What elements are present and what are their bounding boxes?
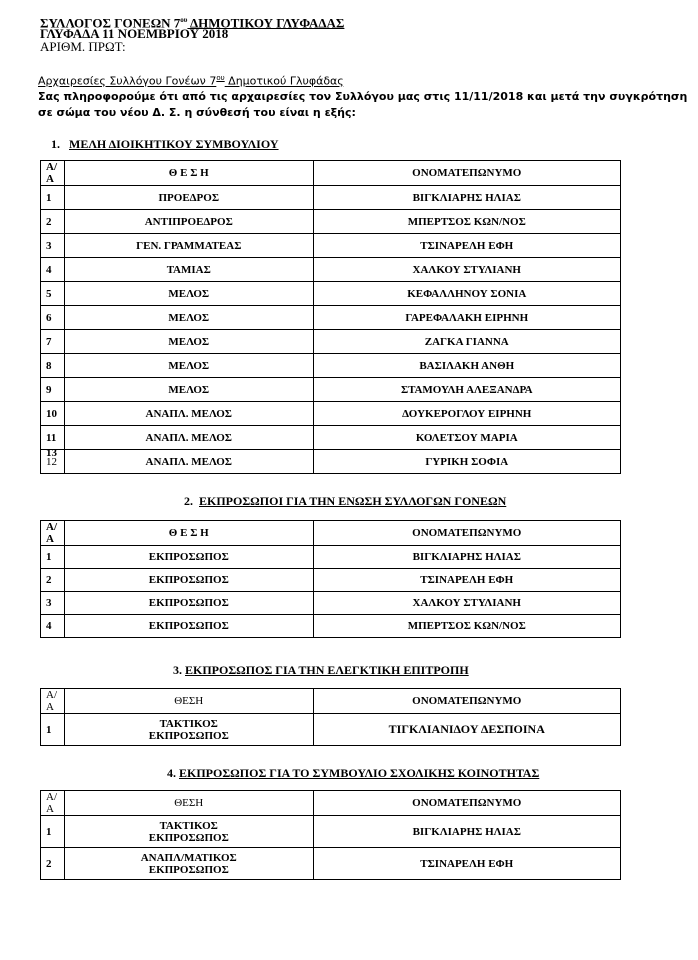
row-name: ΔΟΥΚΕΡΟΓΛΟΥ ΕΙΡΗΝΗ	[313, 402, 620, 426]
row-position: ΓΕΝ. ΓΡΑΜΜΑΤΕΑΣ	[64, 234, 313, 258]
row-position: ΕΚΠΡΟΣΩΠΟΣ	[64, 569, 313, 592]
row-name: ΤΣΙΝΑΡΕΛΗ ΕΦΗ	[313, 569, 620, 592]
section1-title: ΜΕΛΗ ΔΙΟΙΚΗΤΙΚΟΥ ΣΥΜΒΟΥΛΙΟΥ	[69, 137, 279, 151]
row-number: 3	[41, 592, 65, 615]
row-number: 2	[41, 569, 65, 592]
table-row	[41, 210, 621, 234]
row-number: 5	[41, 282, 65, 306]
row-position: ΑΝΑΠΛ. ΜΕΛΟΣ	[64, 402, 313, 426]
header-line1-post: ΔΗΜΟΤΙΚΟΥ ΓΛΥΦΑΔΑΣ	[187, 15, 345, 31]
col-name-header: ΟΝΟΜΑΤΕΠΩΝΥΜΟ	[313, 791, 620, 816]
section4-title: ΕΚΠΡΟΣΩΠΟΣ ΓΙΑ ΤΟ ΣΥΜΒΟΥΛΙΟ ΣΧΟΛΙΚΗΣ ΚΟΙΝΟΤΗΤΑΣ	[179, 766, 540, 780]
row-position	[64, 816, 313, 848]
section4-table	[40, 790, 621, 880]
row-position: ΜΕΛΟΣ	[64, 354, 313, 378]
table-row	[41, 402, 621, 426]
section1-number: 1.	[51, 137, 60, 151]
table-row	[41, 592, 621, 615]
header-line1-pre: ΣΥΛΛΟΓΟΣ ΓΟΝΕΩΝ 7	[40, 15, 181, 31]
row-name: ΜΠΕΡΤΣΟΣ ΚΩΝ/ΝΟΣ	[313, 210, 620, 234]
row-number: 6	[41, 306, 65, 330]
section1-heading	[51, 137, 279, 152]
table-row	[41, 378, 621, 402]
table-row	[41, 282, 621, 306]
section3-title: ΕΚΠΡΟΣΩΠΟΣ ΓΙΑ ΤΗΝ ΕΛΕΓΚΤΙΚΗ ΕΠΙΤΡΟΠΗ	[185, 663, 469, 677]
table-row	[41, 426, 621, 450]
row-name: ΚΕΦΑΛΛΗΝΟΥ ΣΟΝΙΑ	[313, 282, 620, 306]
row-position: ΑΝΑΠΛ. ΜΕΛΟΣ	[64, 450, 313, 474]
col-position-header: Θ Ε Σ Η	[64, 521, 313, 546]
table-row	[41, 569, 621, 592]
row-name: ΒΙΓΚΛΙΑΡΗΣ ΗΛΙΑΣ	[313, 186, 620, 210]
row-position	[64, 848, 313, 880]
intro-title-pre: Αρχαιρεσίες Συλλόγου Γονέων 7	[38, 74, 217, 88]
table-row	[41, 258, 621, 282]
row-number: 3	[41, 234, 65, 258]
row-position-line1: ΤΑΚΤΙΚΟΣ	[159, 717, 218, 730]
col-position-header: ΘΕΣΗ	[64, 689, 313, 714]
intro-title-post: Δημοτικού Γλυφάδας	[224, 74, 344, 88]
row-position: ΕΚΠΡΟΣΩΠΟΣ	[64, 546, 313, 569]
header-line1-sup: ου	[180, 16, 188, 24]
section3-table	[40, 688, 621, 746]
intro-title	[38, 74, 344, 88]
row-number: 11	[41, 426, 65, 450]
section2-title: ΕΚΠΡΟΣΩΠΟΙ ΓΙΑ ΤΗΝ ΕΝΩΣΗ ΣΥΛΛΟΓΩΝ ΓΟΝΕΩΝ	[199, 494, 507, 508]
col-position-header: Θ Ε Σ Η	[64, 161, 313, 186]
row-name: ΧΑΛΚΟΥ ΣΤΥΛΙΑΝΗ	[313, 258, 620, 282]
table-row	[41, 816, 621, 848]
table-row	[41, 848, 621, 880]
table-row	[41, 615, 621, 638]
row-position: ΤΑΜΙΑΣ	[64, 258, 313, 282]
row-name: ΒΙΓΚΛΙΑΡΗΣ ΗΛΙΑΣ	[313, 816, 620, 848]
col-aa-header: Α/Α	[41, 791, 65, 816]
row-number: 1	[41, 546, 65, 569]
row-position-line1: ΤΑΚΤΙΚΟΣ	[159, 819, 218, 832]
row-position: ΜΕΛΟΣ	[64, 306, 313, 330]
table-row	[41, 234, 621, 258]
table-row	[41, 354, 621, 378]
section4-heading	[167, 766, 539, 781]
table-header-row	[41, 161, 621, 186]
section2-number: 2.	[184, 494, 193, 508]
row-position-line1: ΑΝΑΠΛ/ΜΑΤΙΚΟΣ	[140, 851, 237, 864]
row-number: 9	[41, 378, 65, 402]
row-position: ΕΚΠΡΟΣΩΠΟΣ	[64, 592, 313, 615]
row-number: 4	[41, 615, 65, 638]
col-name-header: ΟΝΟΜΑΤΕΠΩΝΥΜΟ	[313, 689, 620, 714]
row-name: ΜΠΕΡΤΣΟΣ ΚΩΝ/ΝΟΣ	[313, 615, 620, 638]
table-header-row	[41, 689, 621, 714]
intro-title-sup: ου	[216, 74, 225, 82]
intro-line2: σε σώμα του νέου Δ. Σ. η σύνθεσή του είναι η εξής:	[38, 106, 356, 119]
table-row	[41, 714, 621, 746]
col-aa-header: Α/Α	[41, 521, 65, 546]
section2-heading	[184, 494, 506, 509]
row-number: 7	[41, 330, 65, 354]
row-position: ΜΕΛΟΣ	[64, 378, 313, 402]
row-position: ΕΚΠΡΟΣΩΠΟΣ	[64, 615, 313, 638]
row-position: ΠΡΟΕΔΡΟΣ	[64, 186, 313, 210]
row-name: ΣΤΑΜΟΥΛΗ ΑΛΕΞΑΝΔΡΑ	[313, 378, 620, 402]
row-position: ΑΝΑΠΛ. ΜΕΛΟΣ	[64, 426, 313, 450]
col-name-header: ΟΝΟΜΑΤΕΠΩΝΥΜΟ	[313, 521, 620, 546]
row-position-line2: ΕΚΠΡΟΣΩΠΟΣ	[148, 863, 229, 876]
section3-heading	[173, 663, 469, 678]
section2-table	[40, 520, 621, 638]
row-number: 1	[41, 186, 65, 210]
section1-table	[40, 160, 621, 474]
row-name: ΤΙΓΚΛΙΑΝΙΔΟΥ ΔΕΣΠΟΙΝΑ	[313, 714, 620, 746]
row-name: ΤΣΙΝΑΡΕΛΗ ΕΦΗ	[313, 848, 620, 880]
row-name: ΚΟΛΕΤΣΟΥ ΜΑΡΙΑ	[313, 426, 620, 450]
col-aa-header: Α/Α	[41, 161, 65, 186]
row-number: 10	[41, 402, 65, 426]
row-name: ΧΑΛΚΟΥ ΣΤΥΛΙΑΝΗ	[313, 592, 620, 615]
row-position: ΑΝΤΙΠΡΟΕΔΡΟΣ	[64, 210, 313, 234]
section3-number: 3.	[173, 663, 182, 677]
table-row	[41, 330, 621, 354]
row-name: ΒΑΣΙΛΑΚΗ ΑΝΘΗ	[313, 354, 620, 378]
table-header-row	[41, 521, 621, 546]
row-number: 4	[41, 258, 65, 282]
table-row	[41, 546, 621, 569]
row-position-line2: ΕΚΠΡΟΣΩΠΟΣ	[148, 729, 229, 742]
row-name: ΖΑΓΚΑ ΓΙΑΝΝΑ	[313, 330, 620, 354]
col-name-header: ΟΝΟΜΑΤΕΠΩΝΥΜΟ	[313, 161, 620, 186]
row-number: 1	[41, 714, 65, 746]
row-name: ΤΣΙΝΑΡΕΛΗ ΕΦΗ	[313, 234, 620, 258]
table-row	[41, 306, 621, 330]
row-number: 12	[41, 450, 65, 474]
row-position: ΜΕΛΟΣ	[64, 330, 313, 354]
table-row	[41, 450, 621, 474]
row-position-line2: ΕΚΠΡΟΣΩΠΟΣ	[148, 831, 229, 844]
row-number-13: 13	[46, 447, 57, 459]
header-protocol-number: ΑΡΙΘΜ. ΠΡΩΤ:	[40, 39, 126, 54]
row-name: ΓΥΡΙΚΗ ΣΟΦΙΑ	[313, 450, 620, 474]
row-position: ΜΕΛΟΣ	[64, 282, 313, 306]
row-number: 2	[41, 848, 65, 880]
col-position-header: ΘΕΣΗ	[64, 791, 313, 816]
row-position	[64, 714, 313, 746]
row-number: 2	[41, 210, 65, 234]
table-header-row	[41, 791, 621, 816]
row-number: 1	[41, 816, 65, 848]
intro-line1: Σας πληροφορούμε ότι από τις αρχαιρεσίες τον Συλλόγου μας στις 11/11/2018 και μετά την συγκρότηση	[38, 90, 688, 103]
row-name: ΒΙΓΚΛΙΑΡΗΣ ΗΛΙΑΣ	[313, 546, 620, 569]
col-aa-header: Α/Α	[41, 689, 65, 714]
row-name: ΓΑΡΕΦΑΛΑΚΗ ΕΙΡΗΝΗ	[313, 306, 620, 330]
table-row	[41, 186, 621, 210]
row-number: 8	[41, 354, 65, 378]
section4-number: 4.	[167, 766, 176, 780]
header-date: ΓΛΥΦΑΔΑ 11 ΝΟΕΜΒΡΙΟΥ 2018	[40, 26, 229, 41]
